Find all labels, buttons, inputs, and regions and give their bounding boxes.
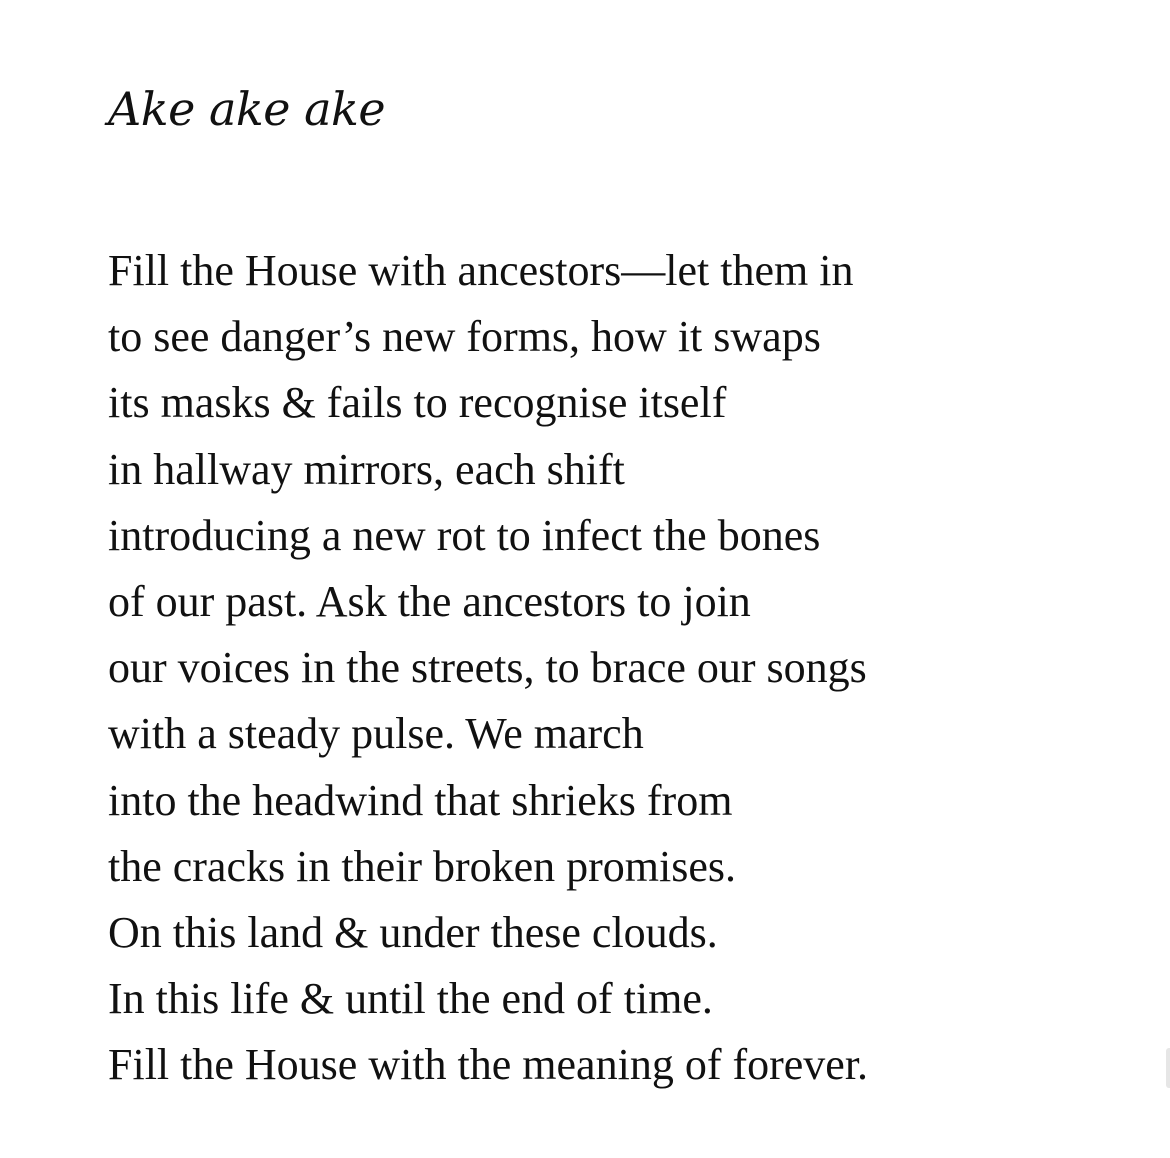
poem-body — [108, 238, 868, 1098]
poem-title: Ake ake ake — [108, 82, 386, 136]
poem-line: On this land & under these clouds. — [108, 907, 718, 957]
poem-line: to see danger’s new forms, how it swaps — [108, 312, 821, 362]
poem-line: into the headwind that shrieks from — [108, 775, 733, 825]
poem-line: the cracks in their broken promises. — [108, 841, 737, 891]
poem-line: Fill the House with ancestors—let them in — [108, 246, 854, 295]
poem-line: with a steady pulse. We march — [108, 709, 644, 759]
poem-line: In this life & until the end of time. — [108, 974, 713, 1024]
poem-line: its masks & fails to recognise itself — [108, 378, 727, 428]
poem-line: introducing a new rot to infect the bones — [108, 510, 821, 560]
poem-line: in hallway mirrors, each shift — [108, 444, 625, 494]
page-edge-handle — [1166, 1048, 1170, 1088]
poem-line: Fill the House with the meaning of forever. — [108, 1040, 869, 1090]
poem-line: of our past. Ask the ancestors to join — [108, 576, 751, 626]
poem-line: our voices in the streets, to brace our songs — [108, 643, 867, 693]
